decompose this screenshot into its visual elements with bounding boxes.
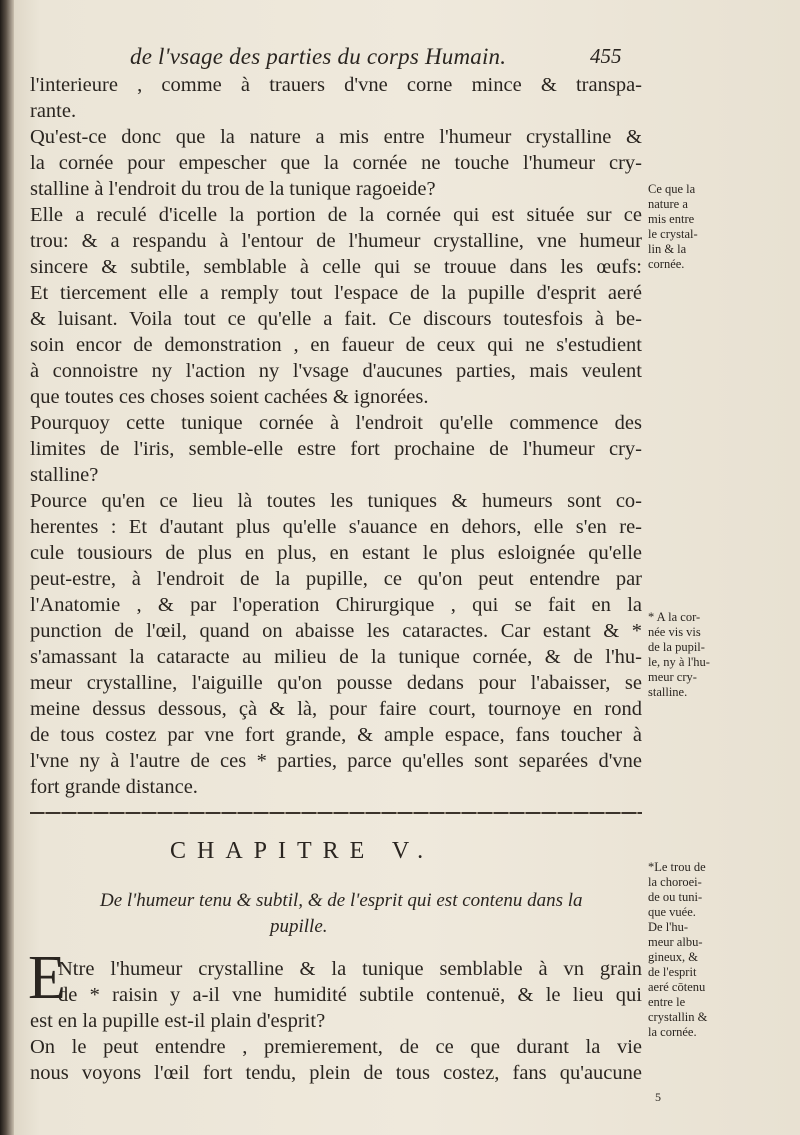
margin-note-line: de l'esprit (648, 965, 697, 979)
margin-note-line: Ce que la (648, 182, 696, 196)
margin-note-line: *Le trou de (648, 860, 706, 874)
text-line: sincere & subtile, semblable à celle qui se trouue dans les œufs: (30, 256, 642, 278)
margin-note-line: entre le (648, 995, 686, 1009)
text-line: de * raisin y a-il vne humidité subtile contenuë, & le lieu qui (58, 984, 642, 1006)
margin-note-line: lin & la (648, 242, 687, 256)
margin-note (648, 182, 736, 272)
text-line: peut-estre, à l'endroit de la pupille, ce qu'on peut entendre par (30, 568, 642, 590)
text-line: Elle a reculé d'icelle la portion de la cornée qui est située sur ce (30, 204, 642, 226)
text-line: On le peut entendre , premierement, de ce que durant la vie (30, 1036, 642, 1058)
margin-note-line: née vis vis (648, 625, 701, 639)
signature-mark: 5 (655, 1090, 661, 1104)
margin-note-line: De l'hu- (648, 920, 689, 934)
margin-note-line: le, ny à l'hu- (648, 655, 710, 669)
text-line: cule tousiours de plus en plus, en estant le plus esloignée qu'elle (30, 542, 642, 564)
text-line: punction de l'œil, quand on abaisse les cataractes. Car estant & * (30, 620, 642, 642)
text-line: limites de l'iris, semble-elle estre fort prochaine de l'humeur cry- (30, 438, 642, 460)
margin-note-line: mis entre (648, 212, 695, 226)
text-line: fort grande distance. (30, 776, 198, 798)
margin-note-line: meur albu- (648, 935, 703, 949)
text-line: stalline? (30, 464, 99, 486)
text-line: meur crystalline, l'aiguille qu'on pousse dedans pour l'abaisser, se (30, 672, 642, 694)
text-line: meine dessus dessous, çà & là, pour faire court, tournoye en rond (30, 698, 642, 720)
text-line: Et tiercement elle a remply tout l'espace de la pupille d'esprit aeré (30, 282, 642, 304)
margin-note-line: stalline. (648, 685, 688, 699)
text-line: trou: & a respandu à l'entour de l'humeur crystalline, vne humeur (30, 230, 642, 252)
text-line: que toutes ces choses soient cachées & ignorées. (30, 386, 429, 408)
margin-note-line: le crystal- (648, 227, 698, 241)
text-line: herentes : Et d'autant plus qu'elle s'auance en dehors, elle s'en re- (30, 516, 642, 538)
page-number: 455 (590, 44, 622, 68)
text-line: à connoistre ny l'action ny l'vsage d'aucunes parties, mais veulent (30, 360, 642, 382)
text-line: soin encor de demonstration , en faueur de ceux qui ne s'estudient (30, 334, 642, 356)
drop-cap: E (28, 944, 66, 1012)
text-line: Ntre l'humeur crystalline & la tunique semblable à vn grain (58, 958, 642, 980)
text-line: nous voyons l'œil fort tendu, plein de tous costez, fans qu'aucune (30, 1062, 642, 1084)
text-line: stalline à l'endroit du trou de la tunique ragoeide? (30, 178, 436, 200)
margin-note-line: de la pupil- (648, 640, 705, 654)
text-line: est en la pupille est-il plain d'esprit? (30, 1010, 326, 1032)
margin-note-line: meur cry- (648, 670, 697, 684)
margin-note-line: la choroei- (648, 875, 702, 889)
text-line: Pourquoy cette tunique cornée à l'endroit qu'elle commence des (30, 412, 642, 434)
text-line: l'vne ny à l'autre de ces * parties, parce qu'elles sont separées d'vne (30, 750, 642, 772)
running-head: de l'vsage des parties du corps Humain. (130, 44, 507, 69)
margin-note-line: aeré cōtenu (648, 980, 706, 994)
text-line: l'Anatomie , & par l'operation Chirurgique , qui se fait en la (30, 594, 642, 616)
chapter-subtitle: pupille. (270, 916, 328, 937)
margin-note-line: que vuée. (648, 905, 696, 919)
margin-note-line: gineux, & (648, 950, 698, 964)
section-rule (30, 812, 642, 814)
text-line: Qu'est-ce donc que la nature a mis entre l'humeur crystalline & (30, 126, 642, 148)
text-line: s'amassant la cataracte au milieu de la tunique cornée, & de l'hu- (30, 646, 642, 668)
text-line: de tous costez par vne fort grande, & ample espace, fans toucher à (30, 724, 642, 746)
margin-note-line: * A la cor- (648, 610, 701, 624)
margin-note-line: la cornée. (648, 1025, 697, 1039)
chapter-title: CHAPITRE V. (170, 838, 435, 864)
margin-note-line: crystallin & (648, 1010, 708, 1024)
margin-note (648, 860, 736, 1040)
margin-note-line: nature a (648, 197, 688, 211)
margin-note-line: de ou tuni- (648, 890, 703, 904)
text-line: rante. (30, 100, 77, 122)
text-line: Pource qu'en ce lieu là toutes les tuniques & humeurs sont co- (30, 490, 642, 512)
text-line: l'interieure , comme à trauers d'vne corne mince & transpa- (30, 74, 642, 96)
book-binding-edge (0, 0, 14, 1135)
margin-note-line: cornée. (648, 257, 685, 271)
margin-note (648, 610, 736, 700)
text-line: & luisant. Voila tout ce qu'elle a fait. Ce discours toutesfois à be- (30, 308, 642, 330)
text-line: la cornée pour empescher que la cornée ne touche l'humeur cry- (30, 152, 642, 174)
chapter-subtitle: De l'humeur tenu & subtil, & de l'esprit qui est contenu dans la (100, 890, 583, 911)
